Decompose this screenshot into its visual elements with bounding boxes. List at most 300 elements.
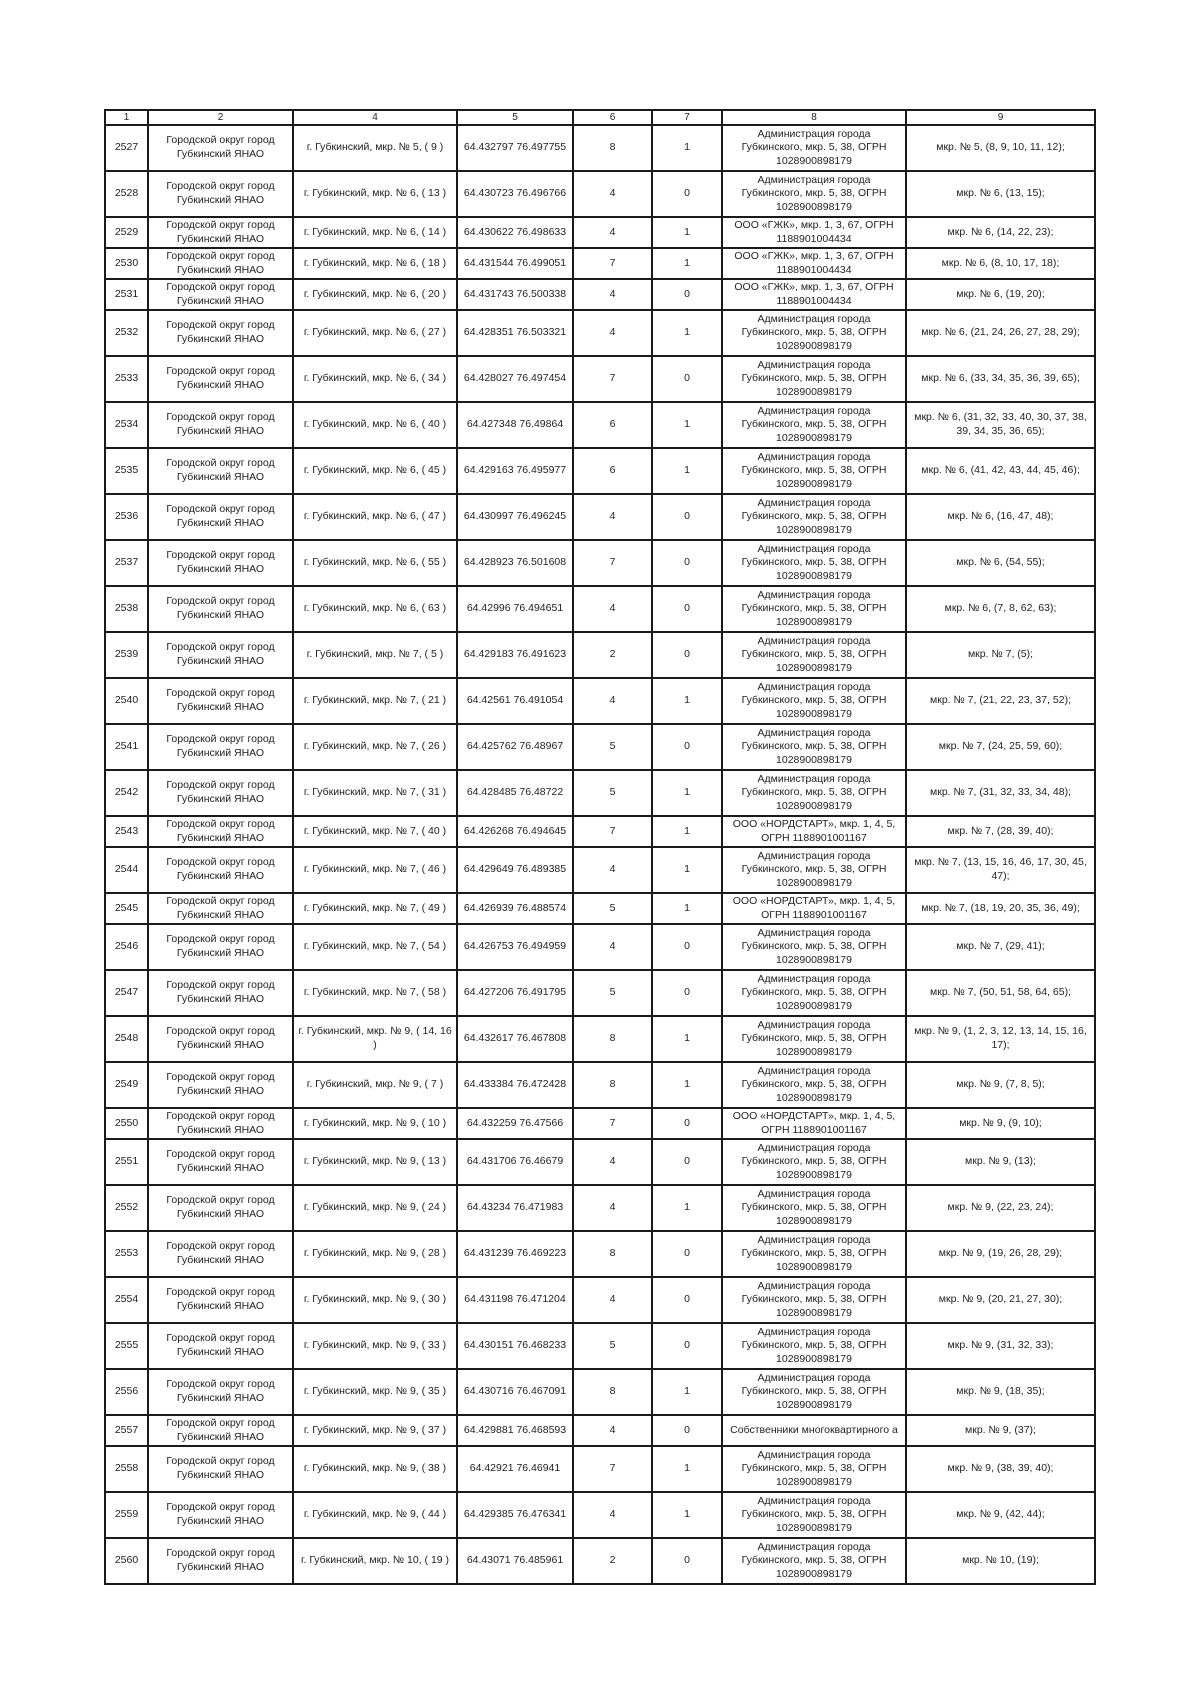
column-6-cell: 5	[573, 893, 652, 924]
table-row	[105, 217, 1095, 248]
column-6-cell: 5	[573, 724, 652, 770]
address-cell: г. Губкинский, мкр. № 6, ( 55 )	[293, 540, 457, 586]
address-cell: г. Губкинский, мкр. № 9, ( 13 )	[293, 1139, 457, 1185]
column-6-cell: 5	[573, 770, 652, 816]
region-cell: Городской округ город Губкинский ЯНАО	[148, 632, 293, 678]
table-row	[105, 816, 1095, 847]
region-cell: Городской округ город Губкинский ЯНАО	[148, 1323, 293, 1369]
column-6-cell: 4	[573, 1277, 652, 1323]
column-6-cell: 4	[573, 586, 652, 632]
coordinates-cell: 64.425762 76.48967	[457, 724, 573, 770]
region-cell: Городской округ город Губкинский ЯНАО	[148, 1415, 293, 1446]
sources-cell: мкр. № 9, (20, 21, 27, 30);	[906, 1277, 1095, 1323]
owner-cell: Администрация города Губкинского, мкр. 5, 38, ОГРН 1028900898179	[722, 494, 906, 540]
column-7-cell: 0	[652, 279, 722, 310]
address-cell: г. Губкинский, мкр. № 7, ( 46 )	[293, 847, 457, 893]
region-cell: Городской округ город Губкинский ЯНАО	[148, 586, 293, 632]
coordinates-cell: 64.42921 76.46941	[457, 1446, 573, 1492]
coordinates-cell: 64.43071 76.485961	[457, 1538, 573, 1584]
row-number-cell: 2555	[105, 1323, 148, 1369]
row-number-cell: 2530	[105, 248, 148, 279]
table-row	[105, 171, 1095, 217]
coordinates-cell: 64.426939 76.488574	[457, 893, 573, 924]
column-7-cell: 1	[652, 248, 722, 279]
sources-cell: мкр. № 9, (19, 26, 28, 29);	[906, 1231, 1095, 1277]
coordinates-cell: 64.42996 76.494651	[457, 586, 573, 632]
table-row	[105, 125, 1095, 171]
region-cell: Городской округ город Губкинский ЯНАО	[148, 816, 293, 847]
owner-cell: ООО «ГЖК», мкр. 1, 3, 67, ОГРН 1188901004434	[722, 279, 906, 310]
row-number-cell: 2539	[105, 632, 148, 678]
owner-cell: Администрация города Губкинского, мкр. 5, 38, ОГРН 1028900898179	[722, 1323, 906, 1369]
table-row	[105, 893, 1095, 924]
column-7-cell: 1	[652, 770, 722, 816]
owner-cell: ООО «ГЖК», мкр. 1, 3, 67, ОГРН 1188901004434	[722, 217, 906, 248]
address-cell: г. Губкинский, мкр. № 6, ( 63 )	[293, 586, 457, 632]
column-7-cell: 0	[652, 970, 722, 1016]
register-table	[104, 109, 1096, 1585]
region-cell: Городской округ город Губкинский ЯНАО	[148, 1538, 293, 1584]
table-row	[105, 924, 1095, 970]
coordinates-cell: 64.426753 76.494959	[457, 924, 573, 970]
owner-cell: Администрация города Губкинского, мкр. 5, 38, ОГРН 1028900898179	[722, 1369, 906, 1415]
row-number-cell: 2545	[105, 893, 148, 924]
coordinates-cell: 64.429881 76.468593	[457, 1415, 573, 1446]
region-cell: Городской округ город Губкинский ЯНАО	[148, 724, 293, 770]
owner-cell: Администрация города Губкинского, мкр. 5, 38, ОГРН 1028900898179	[722, 1446, 906, 1492]
coordinates-cell: 64.430723 76.496766	[457, 171, 573, 217]
row-number-cell: 2558	[105, 1446, 148, 1492]
owner-cell: Администрация города Губкинского, мкр. 5, 38, ОГРН 1028900898179	[722, 1139, 906, 1185]
sources-cell: мкр. № 6, (21, 24, 26, 27, 28, 29);	[906, 310, 1095, 356]
row-number-cell: 2540	[105, 678, 148, 724]
region-cell: Городской округ город Губкинский ЯНАО	[148, 356, 293, 402]
row-number-cell: 2529	[105, 217, 148, 248]
region-cell: Городской округ город Губкинский ЯНАО	[148, 1016, 293, 1062]
address-cell: г. Губкинский, мкр. № 9, ( 10 )	[293, 1108, 457, 1139]
coordinates-cell: 64.431239 76.469223	[457, 1231, 573, 1277]
row-number-cell: 2559	[105, 1492, 148, 1538]
row-number-cell: 2552	[105, 1185, 148, 1231]
coordinates-cell: 64.431743 76.500338	[457, 279, 573, 310]
column-7-cell: 0	[652, 924, 722, 970]
coordinates-cell: 64.429183 76.491623	[457, 632, 573, 678]
table-row	[105, 724, 1095, 770]
owner-cell: Администрация города Губкинского, мкр. 5, 38, ОГРН 1028900898179	[722, 1538, 906, 1584]
address-cell: г. Губкинский, мкр. № 7, ( 21 )	[293, 678, 457, 724]
column-6-cell: 4	[573, 279, 652, 310]
column-7-cell: 0	[652, 1108, 722, 1139]
coordinates-cell: 64.43234 76.471983	[457, 1185, 573, 1231]
owner-cell: Администрация города Губкинского, мкр. 5, 38, ОГРН 1028900898179	[722, 724, 906, 770]
column-header: 2	[148, 110, 293, 125]
column-7-cell: 1	[652, 816, 722, 847]
column-7-cell: 0	[652, 494, 722, 540]
column-7-cell: 1	[652, 1446, 722, 1492]
coordinates-cell: 64.428923 76.501608	[457, 540, 573, 586]
address-cell: г. Губкинский, мкр. № 6, ( 14 )	[293, 217, 457, 248]
owner-cell: Администрация города Губкинского, мкр. 5, 38, ОГРН 1028900898179	[722, 356, 906, 402]
column-7-cell: 1	[652, 1492, 722, 1538]
address-cell: г. Губкинский, мкр. № 6, ( 18 )	[293, 248, 457, 279]
column-7-cell: 1	[652, 310, 722, 356]
column-7-cell: 0	[652, 586, 722, 632]
row-number-cell: 2556	[105, 1369, 148, 1415]
region-cell: Городской округ город Губкинский ЯНАО	[148, 279, 293, 310]
sources-cell: мкр. № 9, (7, 8, 5);	[906, 1062, 1095, 1108]
column-6-cell: 7	[573, 248, 652, 279]
column-header: 6	[573, 110, 652, 125]
region-cell: Городской округ город Губкинский ЯНАО	[148, 970, 293, 1016]
table-row	[105, 1231, 1095, 1277]
owner-cell: Администрация города Губкинского, мкр. 5, 38, ОГРН 1028900898179	[722, 402, 906, 448]
table-row	[105, 632, 1095, 678]
address-cell: г. Губкинский, мкр. № 7, ( 31 )	[293, 770, 457, 816]
sources-cell: мкр. № 6, (54, 55);	[906, 540, 1095, 586]
address-cell: г. Губкинский, мкр. № 7, ( 40 )	[293, 816, 457, 847]
address-cell: г. Губкинский, мкр. № 10, ( 19 )	[293, 1538, 457, 1584]
owner-cell: Администрация города Губкинского, мкр. 5, 38, ОГРН 1028900898179	[722, 448, 906, 494]
column-6-cell: 6	[573, 402, 652, 448]
owner-cell: Администрация города Губкинского, мкр. 5, 38, ОГРН 1028900898179	[722, 310, 906, 356]
owner-cell: Администрация города Губкинского, мкр. 5, 38, ОГРН 1028900898179	[722, 171, 906, 217]
column-6-cell: 8	[573, 1016, 652, 1062]
row-number-cell: 2544	[105, 847, 148, 893]
coordinates-cell: 64.429649 76.489385	[457, 847, 573, 893]
column-7-cell: 1	[652, 1185, 722, 1231]
column-6-cell: 7	[573, 356, 652, 402]
owner-cell: Администрация города Губкинского, мкр. 5, 38, ОГРН 1028900898179	[722, 1062, 906, 1108]
address-cell: г. Губкинский, мкр. № 6, ( 34 )	[293, 356, 457, 402]
region-cell: Городской округ город Губкинский ЯНАО	[148, 448, 293, 494]
table-row	[105, 279, 1095, 310]
coordinates-cell: 64.427206 76.491795	[457, 970, 573, 1016]
address-cell: г. Губкинский, мкр. № 6, ( 27 )	[293, 310, 457, 356]
address-cell: г. Губкинский, мкр. № 9, ( 30 )	[293, 1277, 457, 1323]
address-cell: г. Губкинский, мкр. № 6, ( 20 )	[293, 279, 457, 310]
column-6-cell: 4	[573, 1492, 652, 1538]
owner-cell: ООО «ГЖК», мкр. 1, 3, 67, ОГРН 1188901004434	[722, 248, 906, 279]
table-row	[105, 1016, 1095, 1062]
sources-cell: мкр. № 7, (18, 19, 20, 35, 36, 49);	[906, 893, 1095, 924]
owner-cell: ООО «НОРДСТАРТ», мкр. 1, 4, 5, ОГРН 1188901001167	[722, 893, 906, 924]
region-cell: Городской округ город Губкинский ЯНАО	[148, 1185, 293, 1231]
column-header: 8	[722, 110, 906, 125]
column-6-cell: 7	[573, 540, 652, 586]
column-6-cell: 5	[573, 970, 652, 1016]
address-cell: г. Губкинский, мкр. № 6, ( 13 )	[293, 171, 457, 217]
column-header: 4	[293, 110, 457, 125]
column-7-cell: 1	[652, 678, 722, 724]
column-7-cell: 0	[652, 724, 722, 770]
table-row	[105, 970, 1095, 1016]
row-number-cell: 2543	[105, 816, 148, 847]
column-7-cell: 1	[652, 893, 722, 924]
column-6-cell: 4	[573, 924, 652, 970]
coordinates-cell: 64.431544 76.499051	[457, 248, 573, 279]
row-number-cell: 2532	[105, 310, 148, 356]
address-cell: г. Губкинский, мкр. № 9, ( 35 )	[293, 1369, 457, 1415]
owner-cell: Администрация города Губкинского, мкр. 5, 38, ОГРН 1028900898179	[722, 1016, 906, 1062]
region-cell: Городской округ город Губкинский ЯНАО	[148, 847, 293, 893]
coordinates-cell: 64.430997 76.496245	[457, 494, 573, 540]
column-7-cell: 0	[652, 1139, 722, 1185]
column-7-cell: 1	[652, 1369, 722, 1415]
coordinates-cell: 64.42561 76.491054	[457, 678, 573, 724]
row-number-cell: 2541	[105, 724, 148, 770]
header-row	[105, 110, 1095, 125]
column-7-cell: 1	[652, 448, 722, 494]
column-6-cell: 5	[573, 1323, 652, 1369]
sources-cell: мкр. № 6, (13, 15);	[906, 171, 1095, 217]
region-cell: Городской округ город Губкинский ЯНАО	[148, 1369, 293, 1415]
column-7-cell: 1	[652, 847, 722, 893]
column-7-cell: 0	[652, 356, 722, 402]
coordinates-cell: 64.426268 76.494645	[457, 816, 573, 847]
row-number-cell: 2554	[105, 1277, 148, 1323]
table-row	[105, 1492, 1095, 1538]
table-row	[105, 1108, 1095, 1139]
address-cell: г. Губкинский, мкр. № 7, ( 58 )	[293, 970, 457, 1016]
sources-cell: мкр. № 7, (5);	[906, 632, 1095, 678]
owner-cell: Администрация города Губкинского, мкр. 5, 38, ОГРН 1028900898179	[722, 540, 906, 586]
row-number-cell: 2542	[105, 770, 148, 816]
sources-cell: мкр. № 6, (7, 8, 62, 63);	[906, 586, 1095, 632]
owner-cell: Администрация города Губкинского, мкр. 5, 38, ОГРН 1028900898179	[722, 632, 906, 678]
owner-cell: Администрация города Губкинского, мкр. 5, 38, ОГРН 1028900898179	[722, 1231, 906, 1277]
sources-cell: мкр. № 5, (8, 9, 10, 11, 12);	[906, 125, 1095, 171]
address-cell: г. Губкинский, мкр. № 7, ( 49 )	[293, 893, 457, 924]
sources-cell: мкр. № 6, (14, 22, 23);	[906, 217, 1095, 248]
column-6-cell: 4	[573, 310, 652, 356]
sources-cell: мкр. № 9, (37);	[906, 1415, 1095, 1446]
table-row	[105, 1323, 1095, 1369]
row-number-cell: 2535	[105, 448, 148, 494]
column-7-cell: 0	[652, 1323, 722, 1369]
owner-cell: Администрация города Губкинского, мкр. 5, 38, ОГРН 1028900898179	[722, 1492, 906, 1538]
column-6-cell: 7	[573, 816, 652, 847]
coordinates-cell: 64.432617 76.467808	[457, 1016, 573, 1062]
address-cell: г. Губкинский, мкр. № 9, ( 33 )	[293, 1323, 457, 1369]
row-number-cell: 2557	[105, 1415, 148, 1446]
coordinates-cell: 64.430716 76.467091	[457, 1369, 573, 1415]
table-row	[105, 448, 1095, 494]
region-cell: Городской округ город Губкинский ЯНАО	[148, 310, 293, 356]
column-7-cell: 1	[652, 125, 722, 171]
row-number-cell: 2546	[105, 924, 148, 970]
sources-cell: мкр. № 6, (19, 20);	[906, 279, 1095, 310]
sources-cell: мкр. № 6, (16, 47, 48);	[906, 494, 1095, 540]
column-7-cell: 0	[652, 540, 722, 586]
column-6-cell: 4	[573, 847, 652, 893]
address-cell: г. Губкинский, мкр. № 9, ( 14, 16 )	[293, 1016, 457, 1062]
column-6-cell: 4	[573, 1415, 652, 1446]
region-cell: Городской округ город Губкинский ЯНАО	[148, 1139, 293, 1185]
table-body	[105, 125, 1095, 1584]
row-number-cell: 2548	[105, 1016, 148, 1062]
owner-cell: Администрация города Губкинского, мкр. 5, 38, ОГРН 1028900898179	[722, 847, 906, 893]
row-number-cell: 2549	[105, 1062, 148, 1108]
coordinates-cell: 64.429163 76.495977	[457, 448, 573, 494]
column-7-cell: 1	[652, 217, 722, 248]
column-6-cell: 2	[573, 632, 652, 678]
column-6-cell: 2	[573, 1538, 652, 1584]
owner-cell: ООО «НОРДСТАРТ», мкр. 1, 4, 5, ОГРН 1188901001167	[722, 816, 906, 847]
owner-cell: Администрация города Губкинского, мкр. 5, 38, ОГРН 1028900898179	[722, 586, 906, 632]
region-cell: Городской округ город Губкинский ЯНАО	[148, 248, 293, 279]
address-cell: г. Губкинский, мкр. № 7, ( 26 )	[293, 724, 457, 770]
coordinates-cell: 64.429385 76.476341	[457, 1492, 573, 1538]
column-7-cell: 0	[652, 1415, 722, 1446]
table-row	[105, 586, 1095, 632]
sources-cell: мкр. № 9, (31, 32, 33);	[906, 1323, 1095, 1369]
address-cell: г. Губкинский, мкр. № 5, ( 9 )	[293, 125, 457, 171]
column-header: 1	[105, 110, 148, 125]
row-number-cell: 2531	[105, 279, 148, 310]
address-cell: г. Губкинский, мкр. № 6, ( 40 )	[293, 402, 457, 448]
coordinates-cell: 64.427348 76.49864	[457, 402, 573, 448]
sources-cell: мкр. № 6, (41, 42, 43, 44, 45, 46);	[906, 448, 1095, 494]
table-row	[105, 1062, 1095, 1108]
row-number-cell: 2538	[105, 586, 148, 632]
row-number-cell: 2547	[105, 970, 148, 1016]
sources-cell: мкр. № 9, (38, 39, 40);	[906, 1446, 1095, 1492]
sources-cell: мкр. № 9, (13);	[906, 1139, 1095, 1185]
address-cell: г. Губкинский, мкр. № 6, ( 47 )	[293, 494, 457, 540]
region-cell: Городской округ город Губкинский ЯНАО	[148, 171, 293, 217]
column-7-cell: 0	[652, 1277, 722, 1323]
sources-cell: мкр. № 9, (9, 10);	[906, 1108, 1095, 1139]
sources-cell: мкр. № 7, (31, 32, 33, 34, 48);	[906, 770, 1095, 816]
region-cell: Городской округ город Губкинский ЯНАО	[148, 1446, 293, 1492]
coordinates-cell: 64.430151 76.468233	[457, 1323, 573, 1369]
table-row	[105, 1415, 1095, 1446]
sources-cell: мкр. № 10, (19);	[906, 1538, 1095, 1584]
row-number-cell: 2553	[105, 1231, 148, 1277]
table-row	[105, 847, 1095, 893]
address-cell: г. Губкинский, мкр. № 9, ( 28 )	[293, 1231, 457, 1277]
region-cell: Городской округ город Губкинский ЯНАО	[148, 1277, 293, 1323]
coordinates-cell: 64.431198 76.471204	[457, 1277, 573, 1323]
coordinates-cell: 64.433384 76.472428	[457, 1062, 573, 1108]
owner-cell: Администрация города Губкинского, мкр. 5, 38, ОГРН 1028900898179	[722, 1277, 906, 1323]
column-6-cell: 8	[573, 1062, 652, 1108]
row-number-cell: 2551	[105, 1139, 148, 1185]
owner-cell: Администрация города Губкинского, мкр. 5, 38, ОГРН 1028900898179	[722, 678, 906, 724]
coordinates-cell: 64.428485 76.48722	[457, 770, 573, 816]
table-row	[105, 1139, 1095, 1185]
row-number-cell: 2537	[105, 540, 148, 586]
address-cell: г. Губкинский, мкр. № 7, ( 5 )	[293, 632, 457, 678]
region-cell: Городской округ город Губкинский ЯНАО	[148, 893, 293, 924]
region-cell: Городской округ город Губкинский ЯНАО	[148, 770, 293, 816]
row-number-cell: 2550	[105, 1108, 148, 1139]
column-6-cell: 7	[573, 1108, 652, 1139]
region-cell: Городской округ город Губкинский ЯНАО	[148, 1231, 293, 1277]
coordinates-cell: 64.428351 76.503321	[457, 310, 573, 356]
region-cell: Городской округ город Губкинский ЯНАО	[148, 494, 293, 540]
region-cell: Городской округ город Губкинский ЯНАО	[148, 540, 293, 586]
column-7-cell: 1	[652, 1062, 722, 1108]
address-cell: г. Губкинский, мкр. № 6, ( 45 )	[293, 448, 457, 494]
owner-cell: ООО «НОРДСТАРТ», мкр. 1, 4, 5, ОГРН 1188901001167	[722, 1108, 906, 1139]
sources-cell: мкр. № 6, (31, 32, 33, 40, 30, 37, 38, 39, 34, 35, 36, 65);	[906, 402, 1095, 448]
table-row	[105, 1538, 1095, 1584]
region-cell: Городской округ город Губкинский ЯНАО	[148, 1492, 293, 1538]
address-cell: г. Губкинский, мкр. № 9, ( 38 )	[293, 1446, 457, 1492]
table-row	[105, 1185, 1095, 1231]
address-cell: г. Губкинский, мкр. № 9, ( 24 )	[293, 1185, 457, 1231]
sources-cell: мкр. № 7, (24, 25, 59, 60);	[906, 724, 1095, 770]
column-6-cell: 4	[573, 217, 652, 248]
sources-cell: мкр. № 9, (1, 2, 3, 12, 13, 14, 15, 16, 17);	[906, 1016, 1095, 1062]
sources-cell: мкр. № 9, (42, 44);	[906, 1492, 1095, 1538]
sources-cell: мкр. № 6, (33, 34, 35, 36, 39, 65);	[906, 356, 1095, 402]
coordinates-cell: 64.430622 76.498633	[457, 217, 573, 248]
sources-cell: мкр. № 7, (28, 39, 40);	[906, 816, 1095, 847]
sources-cell: мкр. № 7, (13, 15, 16, 46, 17, 30, 45, 47);	[906, 847, 1095, 893]
column-6-cell: 8	[573, 1369, 652, 1415]
region-cell: Городской округ город Губкинский ЯНАО	[148, 217, 293, 248]
column-7-cell: 0	[652, 1231, 722, 1277]
column-6-cell: 4	[573, 171, 652, 217]
sources-cell: мкр. № 7, (21, 22, 23, 37, 52);	[906, 678, 1095, 724]
region-cell: Городской округ город Губкинский ЯНАО	[148, 924, 293, 970]
table-row	[105, 1446, 1095, 1492]
table-row	[105, 540, 1095, 586]
sources-cell: мкр. № 9, (22, 23, 24);	[906, 1185, 1095, 1231]
column-header: 5	[457, 110, 573, 125]
owner-cell: Администрация города Губкинского, мкр. 5, 38, ОГРН 1028900898179	[722, 970, 906, 1016]
coordinates-cell: 64.432797 76.497755	[457, 125, 573, 171]
row-number-cell: 2536	[105, 494, 148, 540]
table-row	[105, 356, 1095, 402]
owner-cell: Администрация города Губкинского, мкр. 5, 38, ОГРН 1028900898179	[722, 1185, 906, 1231]
column-6-cell: 8	[573, 1231, 652, 1277]
address-cell: г. Губкинский, мкр. № 9, ( 44 )	[293, 1492, 457, 1538]
coordinates-cell: 64.432259 76.47566	[457, 1108, 573, 1139]
row-number-cell: 2560	[105, 1538, 148, 1584]
address-cell: г. Губкинский, мкр. № 9, ( 7 )	[293, 1062, 457, 1108]
address-cell: г. Губкинский, мкр. № 9, ( 37 )	[293, 1415, 457, 1446]
row-number-cell: 2533	[105, 356, 148, 402]
coordinates-cell: 64.428027 76.497454	[457, 356, 573, 402]
address-cell: г. Губкинский, мкр. № 7, ( 54 )	[293, 924, 457, 970]
table-row	[105, 770, 1095, 816]
table-row	[105, 1277, 1095, 1323]
region-cell: Городской округ город Губкинский ЯНАО	[148, 1108, 293, 1139]
column-7-cell: 0	[652, 632, 722, 678]
region-cell: Городской округ город Губкинский ЯНАО	[148, 125, 293, 171]
coordinates-cell: 64.431706 76.46679	[457, 1139, 573, 1185]
column-6-cell: 4	[573, 678, 652, 724]
column-7-cell: 1	[652, 402, 722, 448]
owner-cell: Администрация города Губкинского, мкр. 5, 38, ОГРН 1028900898179	[722, 924, 906, 970]
column-7-cell: 0	[652, 1538, 722, 1584]
row-number-cell: 2527	[105, 125, 148, 171]
table-row	[105, 1369, 1095, 1415]
table-row	[105, 248, 1095, 279]
owner-cell: Администрация города Губкинского, мкр. 5, 38, ОГРН 1028900898179	[722, 770, 906, 816]
table-row	[105, 310, 1095, 356]
region-cell: Городской округ город Губкинский ЯНАО	[148, 678, 293, 724]
table-row	[105, 402, 1095, 448]
sources-cell: мкр. № 7, (29, 41);	[906, 924, 1095, 970]
column-6-cell: 4	[573, 1185, 652, 1231]
row-number-cell: 2528	[105, 171, 148, 217]
owner-cell: Собственники многоквартирного а	[722, 1415, 906, 1446]
region-cell: Городской округ город Губкинский ЯНАО	[148, 402, 293, 448]
